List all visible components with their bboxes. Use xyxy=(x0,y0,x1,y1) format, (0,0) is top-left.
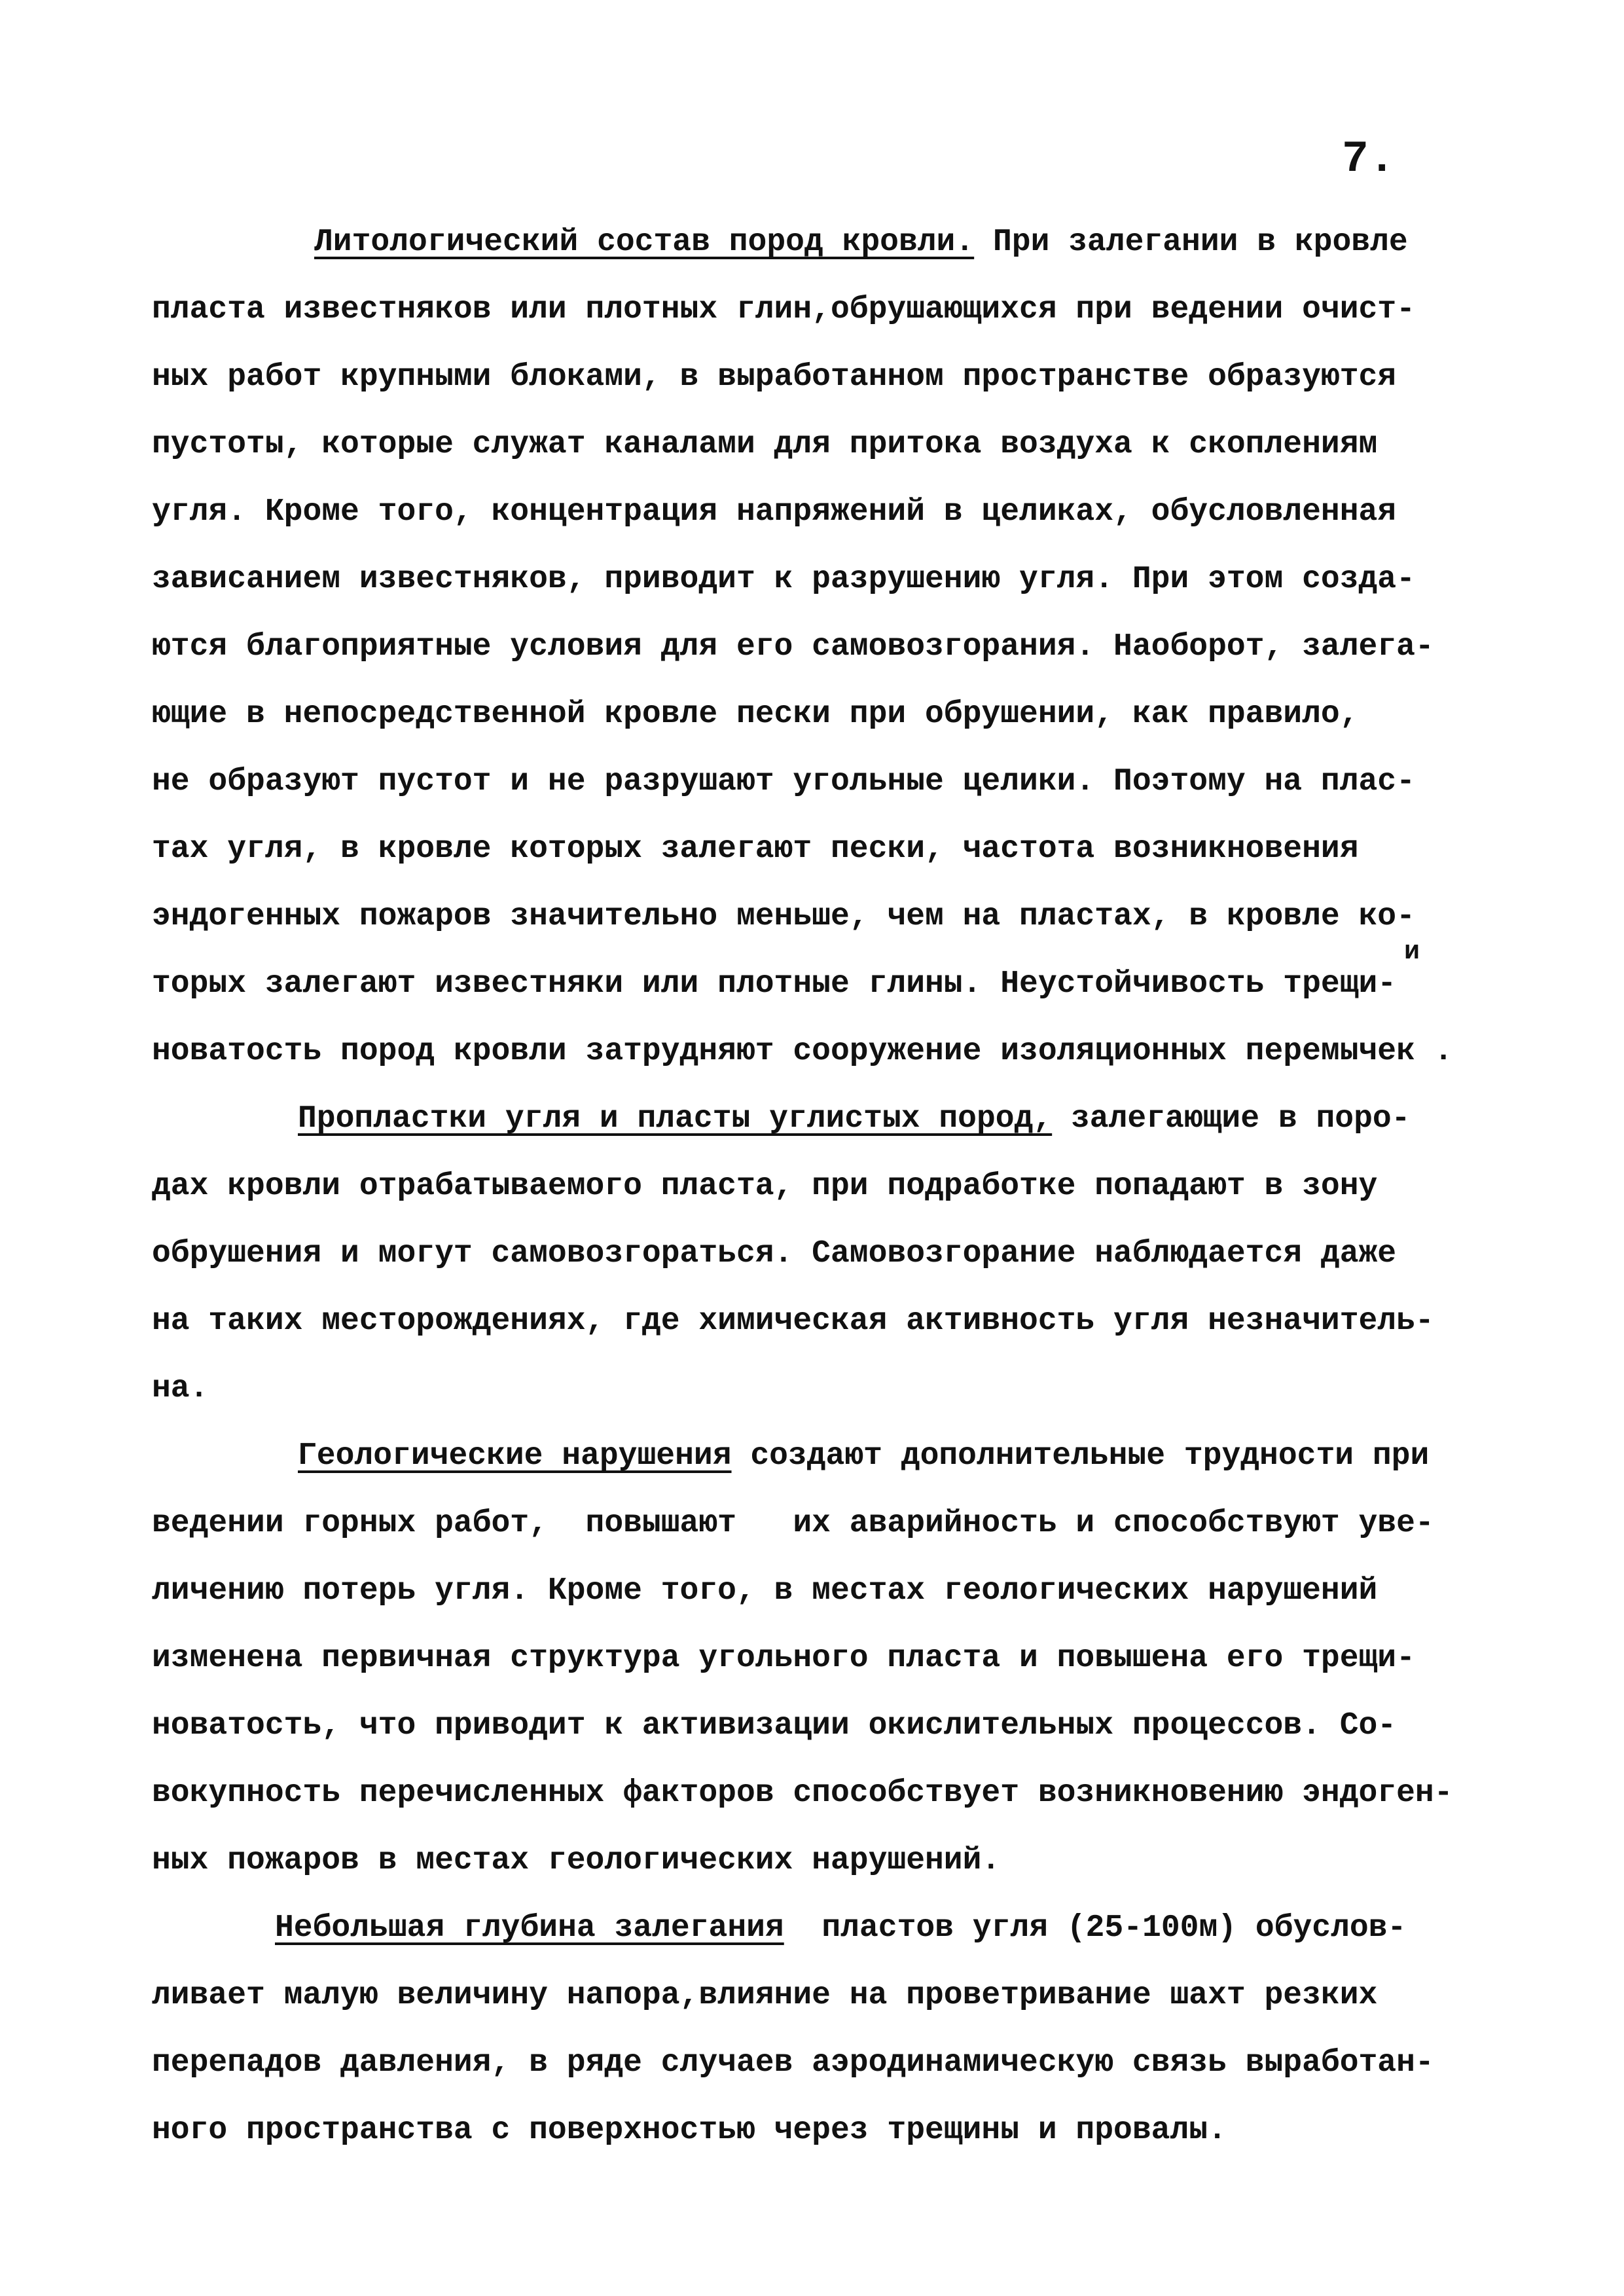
paragraph-2-line-4: на таких месторождениях, где химическая активность угля незначитель- xyxy=(152,1303,1434,1339)
paragraph-4-heading: Небольшая глубина залегания xyxy=(275,1910,784,1946)
paragraph-3-line-1: Геологические нарушения создают дополнительные трудности при xyxy=(298,1438,1430,1474)
paragraph-2-line-2: дах кровли отрабатываемого пласта, при подработке попадают в зону xyxy=(152,1169,1378,1204)
paragraph-1-line-1: Литологический состав пород кровли. При залегании в кровле xyxy=(314,225,1408,260)
paragraph-1-line-10: тах угля, в кровле которых залегают пески, частота возникновения xyxy=(152,831,1359,867)
paragraph-1-line-3: ных работ крупными блоками, в выработанном пространстве образуются xyxy=(152,359,1397,395)
paragraph-1-line-7: ются благоприятные условия для его самовозгорания. Наоборот, залега- xyxy=(152,629,1434,665)
paragraph-3-line-5: новатость, что приводит к активизации окислительных процессов. Со- xyxy=(152,1708,1397,1743)
paragraph-4-line-2: ливает малую величину напора,влияние на проветривание шахт резких xyxy=(152,1978,1378,2013)
paragraph-1-line-9: не образуют пустот и не разрушают угольные целики. Поэтому на плас- xyxy=(152,764,1415,799)
paragraph-3-line-4: изменена первичная структура угольного пласта и повышена его трещи- xyxy=(152,1641,1415,1676)
paragraph-1-line-8: ющие в непосредственной кровле пески при обрушении, как правило, xyxy=(152,697,1359,732)
page-number: 7. xyxy=(1342,134,1396,185)
paragraph-1-line-5: угля. Кроме того, концентрация напряжений в целиках, обусловленная xyxy=(152,494,1397,530)
paragraph-1-line-4: пустоты, которые служат каналами для притока воздуха к скоплениям xyxy=(152,427,1378,462)
paragraph-1-heading: Литологический состав пород кровли. xyxy=(314,225,975,260)
paragraph-3-line-3: личению потерь угля. Кроме того, в местах геологических нарушений xyxy=(152,1573,1378,1609)
paragraph-2-line-3: обрушения и могут самовозгораться. Самовозгорание наблюдается даже xyxy=(152,1236,1397,1271)
paragraph-1-line-6: зависанием известняков, приводит к разрушению угля. При этом созда- xyxy=(152,562,1415,597)
paragraph-2-line-5: на. xyxy=(152,1371,209,1406)
paragraph-3-line-2: ведении горных работ, повышают их аварийность и способствуют уве- xyxy=(152,1506,1434,1541)
paragraph-1-line-12: торых залегают известняки или плотные глины. Неустойчивость трещи- xyxy=(152,966,1397,1002)
paragraph-1-line-13: новатость пород кровли затрудняют сооружение изоляционных перемычек . xyxy=(152,1034,1453,1069)
paragraph-2-line-1: Пропластки угля и пласты углистых пород, залегающие в поро- xyxy=(298,1101,1411,1137)
paragraph-4-line-1: Небольшая глубина залегания пластов угля (25-100м) обуслов- xyxy=(275,1910,1407,1946)
paragraph-4-line-4: ного пространства с поверхностью через трещины и провалы. xyxy=(152,2113,1227,2148)
paragraph-1-line-2: пласта известняков или плотных глин,обрушающихся при ведении очист- xyxy=(152,292,1415,327)
paragraph-3-line-7: ных пожаров в местах геологических нарушений. xyxy=(152,1843,1001,1878)
paragraph-3-line-6: вокупность перечисленных факторов способствует возникновению эндоген- xyxy=(152,1776,1453,1811)
paragraph-3-heading: Геологические нарушения xyxy=(298,1438,732,1474)
paragraph-4-line-3: перепадов давления, в ряде случаев аэродинамическую связь выработан- xyxy=(152,2045,1434,2081)
paragraph-1-line-11: эндогенных пожаров значительно меньше, чем на пластах, в кровле ко- xyxy=(152,899,1415,934)
handwritten-insert-mark: и xyxy=(1404,938,1420,967)
paragraph-2-heading: Пропластки угля и пласты углистых пород, xyxy=(298,1101,1053,1137)
